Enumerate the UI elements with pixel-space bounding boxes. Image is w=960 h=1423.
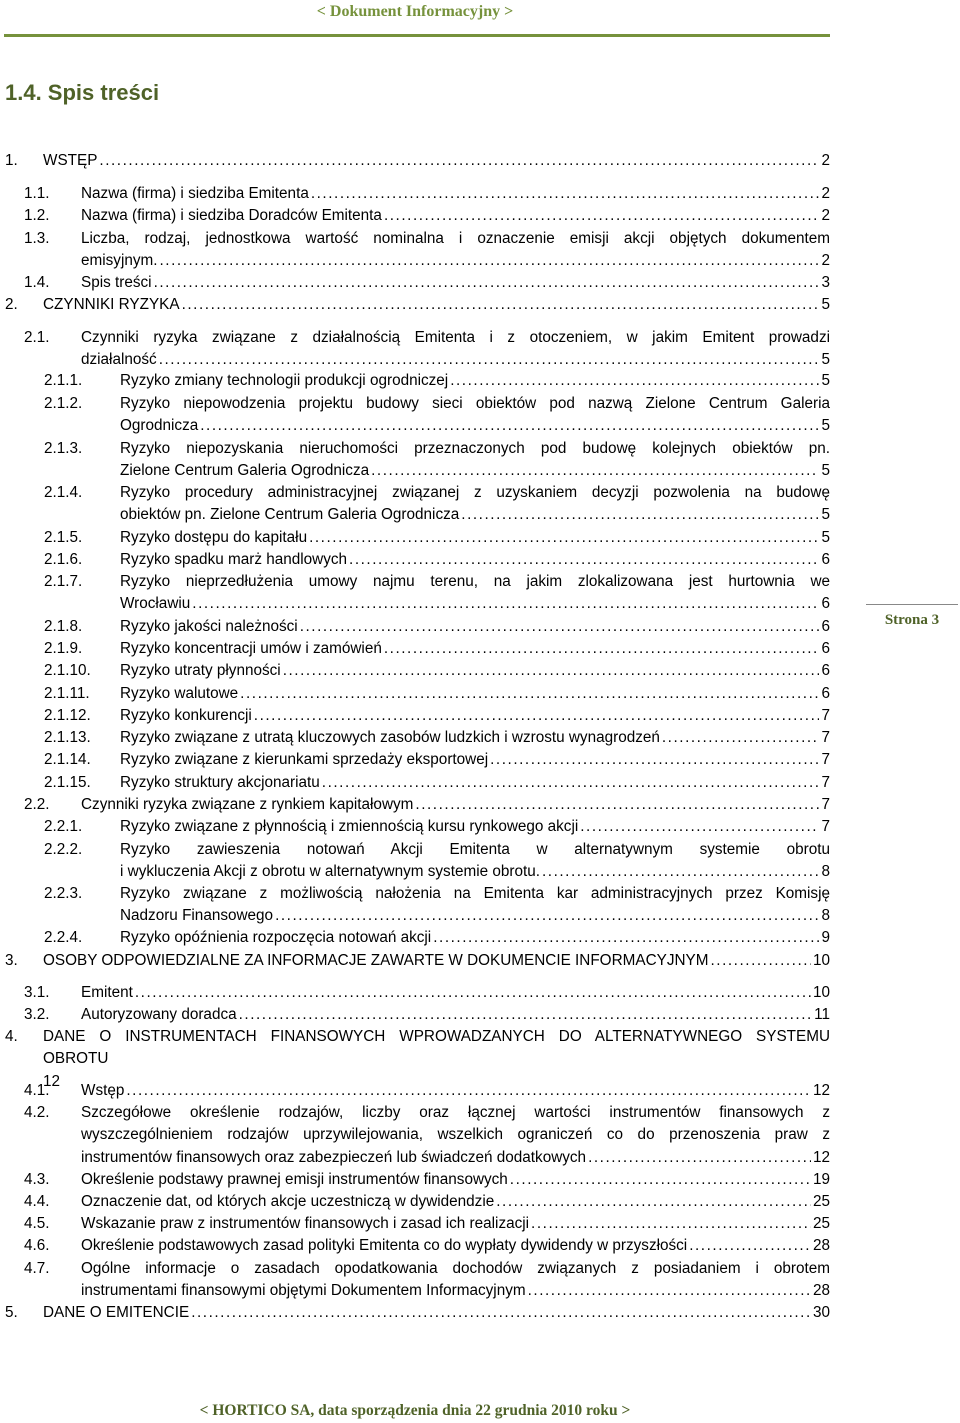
toc-entry-text: Nazwa (firma) i siedziba Emitenta — [81, 185, 309, 202]
dot-leader — [239, 1004, 813, 1026]
toc-entry-text: Spis treści — [81, 274, 152, 291]
dot-leader — [322, 772, 820, 794]
dot-leader — [126, 1080, 811, 1102]
dot-leader — [135, 982, 811, 1004]
toc-entry-text: Zielone Centrum Galeria Ogrodnicza — [120, 462, 370, 480]
toc-entry-text: CZYNNIKI RYZYKA — [43, 296, 180, 313]
toc-entry-text: Ryzyko związane z płynnością i zmiennością kursu rynkowego akcji — [120, 818, 579, 835]
dot-leader — [433, 927, 819, 949]
toc-entry[interactable] — [44, 816, 830, 838]
toc-entry-page: 6 — [821, 551, 830, 568]
dot-leader — [542, 861, 820, 883]
toc-entry-number: 2.1.5. — [44, 529, 83, 546]
toc-entry-page: 2 — [821, 207, 830, 224]
toc-entry-number: 3. — [5, 952, 18, 969]
toc-entry[interactable] — [44, 683, 830, 705]
dot-leader — [254, 705, 820, 727]
dot-leader — [349, 549, 819, 571]
toc-entry[interactable] — [24, 982, 830, 1004]
page-title: 1.4. Spis treści — [5, 80, 160, 105]
toc-entry-number: 2.2.4. — [44, 929, 83, 946]
toc-entry-number: 4. — [5, 1028, 18, 1045]
toc-entry-text: Ogrodnicza — [120, 417, 199, 435]
toc-entry-page: 7 — [821, 751, 830, 768]
toc-entry-text: Określenie podstawowych zasad polityki Emitenta co do wypłaty dywidendy w przyszłości — [81, 1237, 688, 1254]
dot-leader — [311, 183, 820, 205]
toc-entry-number: 2.1.10. — [44, 662, 91, 679]
toc-entry-text: Ryzyko niepowodzenia projektu budowy sieci obiektów pod nazwą Zielone Centrum Galeria — [120, 395, 830, 412]
toc-entry-text: Czynniki ryzyka związane z rynkiem kapitałowym — [81, 796, 414, 813]
toc-entry[interactable] — [44, 749, 830, 771]
toc-entry[interactable] — [44, 927, 830, 949]
toc-entry-text: Wrocławiu — [120, 595, 191, 613]
toc-entry-number: 2.1.9. — [44, 640, 83, 657]
toc-entry-page: 10 — [812, 952, 830, 969]
toc-entry-number: 2.1.12. — [44, 707, 91, 724]
toc-entry-page: 5 — [821, 529, 830, 546]
toc-entry-page: 6 — [821, 595, 830, 613]
toc-entry-text: Ryzyko nieprzedłużenia umowy najmu terenu, na jakim zlokalizowana jest hurtownia we — [120, 573, 830, 590]
toc-entry-page: 12 — [812, 1082, 830, 1099]
toc-entry[interactable] — [44, 638, 830, 660]
toc-entry[interactable] — [44, 705, 830, 727]
toc-entry-text: wyszczególnieniem rodzajów uprzywilejowania, wszelkich ograniczeń co do przenoszenia praw z — [81, 1126, 830, 1144]
toc-entry-number: 2.1.7. — [44, 573, 83, 590]
toc-entry-page: 7 — [821, 796, 830, 813]
toc-entry-page: 5 — [821, 506, 830, 524]
toc-entry-text: Autoryzowany doradca — [81, 1006, 237, 1023]
toc-entry[interactable] — [24, 1235, 830, 1257]
toc-entry-page: 2 — [821, 185, 830, 202]
toc-entry-page: 6 — [821, 640, 830, 657]
toc-entry[interactable] — [24, 1080, 830, 1102]
toc-entry[interactable] — [44, 527, 830, 549]
dot-leader — [415, 794, 819, 816]
toc-entry-number: 5. — [5, 1304, 18, 1321]
toc-entry-text: Ryzyko związane z utratą kluczowych zasobów ludzkich i wzrostu wynagrodzeń — [120, 729, 660, 746]
toc-entry-text: Nazwa (firma) i siedziba Doradców Emitenta — [81, 207, 382, 224]
dot-leader — [309, 527, 819, 549]
header-divider — [4, 34, 830, 37]
toc-entry-page: 8 — [821, 863, 830, 881]
toc-entry-number: 2.2.1. — [44, 818, 83, 835]
dot-leader — [496, 1191, 811, 1213]
toc-entry[interactable] — [24, 1191, 830, 1213]
dot-leader — [710, 950, 811, 972]
dot-leader — [160, 250, 820, 272]
toc-entry-page: 9 — [821, 929, 830, 946]
toc-entry-text: Liczba, rodzaj, jednostkowa wartość nominalna i oznaczenie emisji akcji objętych dokumentem — [81, 230, 830, 247]
toc-entry-text: obiektów pn. Zielone Centrum Galeria Ogrodnicza — [120, 506, 460, 524]
toc-entry-page: 5 — [821, 351, 830, 369]
dot-leader — [191, 1302, 811, 1324]
toc-entry-page: 11 — [814, 1006, 830, 1023]
toc-entry-text: Ryzyko opóźnienia rozpoczęcia notowań akcji — [120, 929, 432, 946]
toc-entry-number: 3.2. — [24, 1006, 50, 1023]
dot-leader — [384, 638, 820, 660]
toc-entry[interactable] — [24, 1004, 830, 1026]
dot-leader — [528, 1280, 811, 1302]
dot-leader — [580, 816, 819, 838]
dot-leader — [240, 683, 819, 705]
dot-leader — [300, 616, 820, 638]
toc-entry-number: 2.1.3. — [44, 440, 83, 457]
toc-entry-number: 4.1. — [24, 1082, 50, 1099]
toc-entry-page: 7 — [821, 707, 830, 724]
toc-entry[interactable] — [24, 1258, 830, 1303]
dot-leader — [275, 905, 819, 927]
toc-entry[interactable] — [5, 1302, 830, 1324]
toc-entry-text: Nadzoru Finansowego — [120, 907, 274, 925]
toc-entry-text: Wstęp — [81, 1082, 125, 1099]
dot-leader — [461, 504, 819, 526]
toc-entry-page: 2 — [821, 252, 830, 270]
toc-entry-number: 2.1.13. — [44, 729, 91, 746]
toc-entry-page: 7 — [821, 729, 830, 746]
toc-entry-number: 2.1.6. — [44, 551, 83, 568]
toc-entry-text: Wskazanie praw z instrumentów finansowych i zasad ich realizacji — [81, 1215, 530, 1232]
toc-entry-page: 6 — [821, 618, 830, 635]
toc-entry[interactable] — [44, 370, 830, 392]
toc-entry-page: 12 — [43, 1072, 61, 1090]
dot-leader — [689, 1235, 811, 1257]
toc-entry[interactable] — [24, 1169, 830, 1191]
toc-entry-text: działalność — [81, 351, 157, 369]
toc-entry-number: 4.6. — [24, 1237, 50, 1254]
toc-entry-page: 28 — [812, 1282, 830, 1300]
toc-entry-text: Ryzyko koncentracji umów i zamówień — [120, 640, 382, 657]
toc-entry-number: 2.2.2. — [44, 841, 83, 858]
toc-entry-number: 1.2. — [24, 207, 50, 224]
dot-leader — [384, 205, 820, 227]
toc-entry-text: Ryzyko struktury akcjonariatu — [120, 774, 320, 791]
toc-entry[interactable] — [24, 327, 830, 372]
dot-leader — [200, 415, 819, 437]
toc-entry-page: 2 — [821, 152, 830, 169]
toc-entry-number: 2.1.14. — [44, 751, 91, 768]
toc-entry-text: DANE O EMITENCIE — [43, 1304, 190, 1321]
dot-leader — [662, 727, 820, 749]
dot-leader — [588, 1147, 811, 1169]
dot-leader — [510, 1169, 811, 1191]
toc-entry-page: 30 — [812, 1304, 830, 1321]
toc-entry[interactable] — [24, 205, 830, 227]
toc-entry-text: Ryzyko konkurencji — [120, 707, 252, 724]
toc-entry-page: 5 — [821, 417, 830, 435]
toc-entry-number: 2.1. — [24, 329, 50, 346]
toc-entry-page: 25 — [812, 1215, 830, 1232]
toc-entry[interactable] — [44, 571, 830, 616]
dot-leader — [450, 370, 819, 392]
dot-leader — [99, 150, 819, 172]
toc-entry-text: Ryzyko jakości należności — [120, 618, 298, 635]
toc-entry[interactable] — [44, 393, 830, 438]
toc-entry-text: Ryzyko spadku marż handlowych — [120, 551, 348, 568]
document-footer: < HORTICO SA, data sporządzenia dnia 22 grudnia 2010 roku > — [199, 1402, 631, 1419]
toc-entry-number: 1.3. — [24, 230, 50, 247]
toc-entry[interactable] — [24, 272, 830, 294]
toc-entry-number: 2. — [5, 296, 18, 313]
toc-entry-text: Ogólne informacje o zasadach opodatkowania dochodów związanych z posiadaniem i obrotem — [81, 1260, 830, 1277]
toc-entry-text: instrumentów finansowych oraz zabezpieczeń lub świadczeń dodatkowych — [81, 1148, 587, 1166]
toc-entry-page: 5 — [821, 296, 830, 313]
page-number: Strona 3 — [884, 612, 940, 628]
toc-entry-number: 1.4. — [24, 274, 50, 291]
toc-entry-number: 1.1. — [24, 185, 50, 202]
side-divider — [866, 604, 958, 605]
toc-entry-number: 3.1. — [24, 984, 50, 1001]
document-header: < Dokument Informacyjny > — [316, 3, 514, 20]
toc-entry-number: 2.1.15. — [44, 774, 91, 791]
toc-entry-number: 4.4. — [24, 1193, 50, 1210]
toc-entry-page: 12 — [812, 1148, 830, 1166]
toc-entry[interactable] — [24, 1213, 830, 1235]
toc-entry[interactable] — [5, 294, 830, 316]
toc-entry-text: Ryzyko procedury administracyjnej związanej z uzyskaniem decyzji pozwolenia na budowę — [120, 484, 830, 501]
toc-entry-number: 2.1.2. — [44, 395, 83, 412]
toc-entry-number: 4.5. — [24, 1215, 50, 1232]
toc-entry[interactable] — [24, 794, 830, 816]
toc-entry-text: OSOBY ODPOWIEDZIALNE ZA INFORMACJE ZAWARTE W DOKUMENCIE INFORMACYJNYM — [43, 952, 709, 969]
toc-entry-page: 28 — [812, 1237, 830, 1254]
toc-entry[interactable] — [5, 150, 830, 172]
toc-entry[interactable] — [24, 183, 830, 205]
toc-entry-page: 6 — [821, 685, 830, 702]
toc-entry-number: 4.2. — [24, 1104, 50, 1121]
dot-leader — [490, 749, 819, 771]
toc-entry-text: Oznaczenie dat, od których akcje uczestniczą w dywidendzie — [81, 1193, 495, 1210]
toc-entry[interactable] — [44, 482, 830, 527]
toc-entry[interactable] — [44, 839, 830, 884]
toc-entry[interactable] — [44, 772, 830, 794]
dot-leader — [283, 660, 820, 682]
toc-entry-page: 19 — [812, 1171, 830, 1188]
toc-entry-page: 5 — [821, 372, 830, 389]
dot-leader — [182, 294, 820, 316]
toc-entry[interactable] — [44, 438, 830, 483]
toc-entry-text: instrumentami finansowymi objętymi Dokumentem Informacyjnym — [81, 1282, 526, 1300]
toc-entry[interactable] — [44, 883, 830, 928]
dot-leader — [192, 593, 819, 615]
toc-entry-text: WSTĘP — [43, 152, 98, 169]
dot-leader — [154, 272, 820, 294]
toc-entry-text: Ryzyko związane z możliwością nałożenia na Emitenta kar administracyjnych przez Komisję — [120, 885, 830, 902]
toc-entry[interactable] — [44, 549, 830, 571]
toc-entry-page: 3 — [821, 274, 830, 291]
toc-entry-number: 2.1.8. — [44, 618, 83, 635]
toc-entry-text: Ryzyko niepozyskania nieruchomości przeznaczonych pod budowę kolejnych obiektów pn. — [120, 440, 830, 457]
toc-entry-text: Ryzyko zmiany technologii produkcji ogrodniczej — [120, 372, 449, 389]
toc-entry-number: 2.1.11. — [44, 685, 90, 702]
toc-entry[interactable] — [44, 727, 830, 749]
toc-entry-text: Ryzyko zawieszenia notowań Akcji Emitenta w alternatywnym systemie obrotu — [120, 841, 830, 858]
toc-entry[interactable] — [24, 1102, 830, 1169]
toc-entry-text: DANE O INSTRUMENTACH FINANSOWYCH WPROWADZANYCH DO ALTERNATYWNEGO SYSTEMU OBROTU — [43, 1028, 830, 1068]
toc-entry-number: 4.3. — [24, 1171, 50, 1188]
toc-entry-page: 7 — [821, 774, 830, 791]
toc-entry-text: i wykluczenia Akcji z obrotu w alternatywnym systemie obrotu. — [120, 863, 540, 881]
toc-entry-number: 2.2.3. — [44, 885, 83, 902]
toc-entry-text: emisyjnym. — [81, 252, 158, 270]
toc-entry-number: 1. — [5, 152, 18, 169]
dot-leader — [371, 460, 819, 482]
toc-entry-page: 25 — [812, 1193, 830, 1210]
toc-entry-text: Emitent — [81, 984, 133, 1001]
toc-entry[interactable] — [44, 616, 830, 638]
toc-entry-number: 2.1.1. — [44, 372, 83, 389]
toc-entry-text: Szczegółowe określenie rodzajów, liczby oraz łącznej wartości instrumentów finansowych z — [81, 1104, 830, 1121]
toc-entry[interactable] — [44, 660, 830, 682]
toc-entry-number: 2.2. — [24, 796, 50, 813]
toc-entry-text: Określenie podstawy prawnej emisji instrumentów finansowych — [81, 1171, 508, 1188]
toc-entry[interactable] — [24, 228, 830, 273]
toc-entry-number: 2.1.4. — [44, 484, 83, 501]
toc-entry-number: 4.7. — [24, 1260, 50, 1277]
toc-entry-text: Ryzyko związane z kierunkami sprzedaży eksportowej — [120, 751, 489, 768]
toc-entry-page: 5 — [821, 462, 830, 480]
dot-leader — [531, 1213, 811, 1235]
toc-entry[interactable] — [5, 950, 830, 972]
toc-entry-page: 10 — [812, 984, 830, 1001]
dot-leader — [159, 349, 820, 371]
toc-entry-text: Czynniki ryzyka związane z działalnością Emitenta i z otoczeniem, w jakim Emitent prowadzi — [81, 329, 830, 346]
toc-entry-page: 7 — [821, 818, 830, 835]
toc-entry-page: 8 — [821, 907, 830, 925]
toc-entry-page: 6 — [821, 662, 830, 679]
toc-entry-text: Ryzyko utraty płynności — [120, 662, 281, 679]
toc-entry-text: Ryzyko dostępu do kapitału — [120, 529, 308, 546]
toc-entry-text: Ryzyko walutowe — [120, 685, 239, 702]
